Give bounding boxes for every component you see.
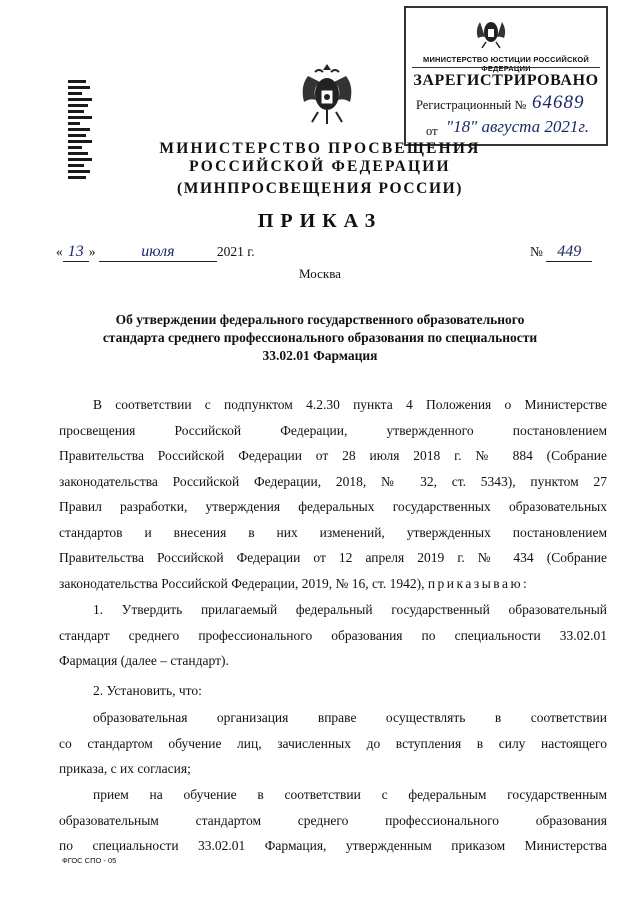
footer-code: ФГОС СПО - 05	[62, 856, 117, 865]
text-line: Правил разработки, утверждения федеральных государственных образовательных	[59, 499, 607, 514]
order-day: 13	[63, 243, 89, 262]
paragraph-item-2	[59, 678, 607, 704]
registration-stamp	[404, 6, 608, 146]
text-line: Правительства Российской Федерации от 28 июля 2018 г. № 884 (Собрание	[59, 448, 607, 463]
stamp-date: "18" августа 2021г.	[446, 117, 590, 136]
order-year: 2021 г.	[216, 244, 255, 259]
text-line: приказа, с их согласия;	[59, 761, 191, 776]
text-fragment: законодательства Российской Федерации, 2019, № 16, ст. 1942),	[59, 575, 425, 591]
ministry-name-line2: РОССИЙСКОЙ ФЕДЕРАЦИИ	[189, 158, 451, 175]
stamp-from-label: от	[426, 124, 438, 138]
stamp-title: ЗАРЕГИСТРИРОВАНО	[413, 72, 599, 89]
order-month: июля	[99, 243, 217, 262]
text-line: образовательная организация вправе осуществлять в соответствии	[93, 710, 607, 725]
text-line: Фармация (далее – стандарт).	[59, 653, 229, 668]
title-line1: Об утверждении федерального государственного образовательного	[115, 312, 525, 327]
paragraph-item-1	[59, 597, 607, 674]
text-line: Правительства Российской Федерации от 12 апреля 2019 г. № 434 (Собрание	[59, 550, 607, 565]
document-type: ПРИКАЗ	[257, 210, 383, 232]
text-line: стандартов и внесения в них изменений, утвержденных постановлением	[59, 524, 607, 540]
text-line: законодательства Российской Федерации, 2018, № 32, ст. 5343), пунктом 27	[59, 473, 607, 489]
text-line: В соответствии с подпунктом 4.2.30 пункта 4 Положения о Министерстве	[93, 397, 607, 412]
order-city: Москва	[299, 266, 341, 281]
order-date	[56, 243, 255, 262]
text-line: 2. Установить, что:	[93, 683, 202, 698]
text-line: стандарт среднего профессионального образования по специальности 33.02.01	[59, 627, 607, 643]
paragraph-item-2b	[59, 782, 607, 859]
stamp-divider	[412, 67, 600, 68]
ministry-short-name: (МИНПРОСВЕЩЕНИЯ РОССИИ)	[176, 180, 464, 197]
coat-of-arms-icon	[298, 60, 356, 128]
stamp-reg-label: Регистрационный №	[416, 98, 527, 112]
order-title	[100, 311, 540, 365]
title-line3: 33.02.01 Фармация	[262, 348, 378, 363]
text-line: образовательным стандартом среднего профессионального образования	[59, 812, 607, 828]
text-line: по специальности 33.02.01 Фармация, утвержденным приказом Министерства	[59, 838, 607, 853]
text-line: со стандартом обучение лиц, зачисленных до вступления в силу настоящего	[59, 735, 607, 751]
paragraph-item-2a	[59, 705, 607, 782]
stamp-ministry: МИНИСТЕРСТВО ЮСТИЦИИ РОССИЙСКОЙ ФЕДЕРАЦИИ	[423, 55, 589, 73]
text-line: просвещения Российской Федерации, утвержденного постановлением	[59, 422, 607, 438]
paragraph-preamble	[59, 392, 607, 596]
decree-word: приказываю:	[427, 575, 530, 591]
stamp-reg-number: 64689	[532, 92, 585, 113]
ministry-name-line1: МИНИСТЕРСТВО ПРОСВЕЩЕНИЯ	[159, 140, 481, 157]
text-line	[59, 571, 607, 597]
order-number	[530, 243, 592, 262]
text-line: 1. Утвердить прилагаемый федеральный государственный образовательный	[93, 602, 607, 617]
order-number-value: 449	[546, 243, 592, 262]
quote-close: »	[88, 244, 96, 259]
text-line: прием на обучение в соответствии с федеральным государственным	[93, 787, 607, 802]
stamp-coat-of-arms-icon	[474, 14, 508, 50]
quote-open: «	[56, 244, 63, 259]
number-label: №	[530, 244, 543, 259]
title-line2: стандарта среднего профессионального образования по специальности	[102, 330, 538, 345]
